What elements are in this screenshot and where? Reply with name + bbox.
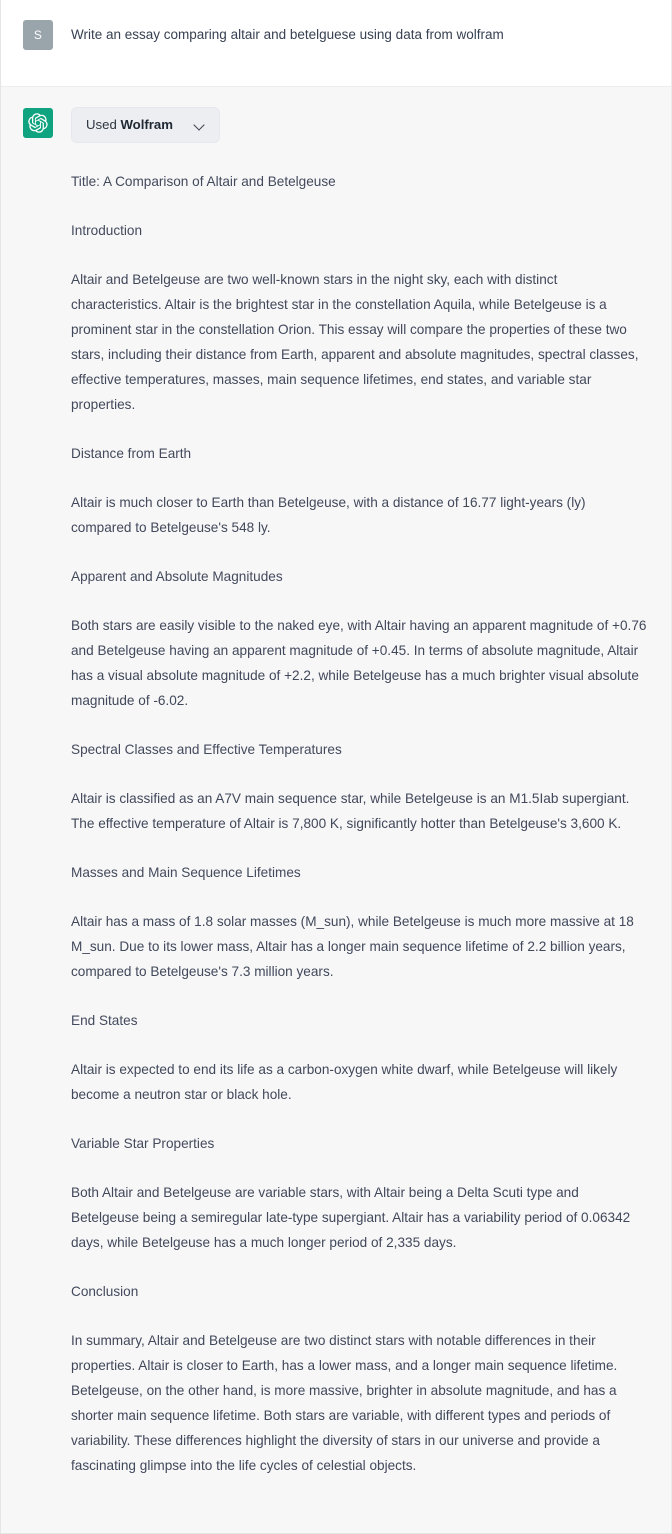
assistant-response-text [71, 169, 649, 1478]
response-paragraph: In summary, Altair and Betelgeuse are two distinct stars with notable differences in their properties. Altair is closer to Earth, has a lower mass, and a longer main sequence lifetime. Betelgeuse, on the other hand, is more massive, brighter in absolute magnitude, and has a shorter main sequence lifetime. Both stars are variable, with different types and periods of variability. These differences highlight the diversity of stars in our universe and provide a fascinating glimpse into the life cycles of celestial objects. [71, 1333, 618, 1473]
response-paragraph: Altair and Betelgeuse are two well-known stars in the night sky, each with distinct characteristics. Altair is the brightest star in the constellation Aquila, while Betelgeuse is a prominent star in the constellation Orion. This essay will compare the properties of these two stars, including their distance from Earth, apparent and absolute magnitudes, spectral classes, effective temperatures, masses, main sequence lifetimes, end states, and variable star properties. [71, 272, 639, 412]
response-heading: Conclusion [71, 1284, 139, 1299]
response-heading: End States [71, 1013, 138, 1028]
response-paragraph: Altair is classified as an A7V main sequence star, while Betelgeuse is an M1.5Iab supergiant. The effective temperature of Altair is 7,800 K, significantly hotter than Betelgeuse's 3,600 K. [71, 791, 630, 831]
response-paragraph: Both stars are easily visible to the naked eye, with Altair having an apparent magnitude of +0.76 and Betelgeuse having an apparent magnitude of +0.45. In terms of absolute magnitude, Altair has a visual absolute magnitude of +2.2, while Betelgeuse has a much brighter visual absolute magnitude of -6.02. [71, 618, 647, 708]
response-heading: Distance from Earth [71, 446, 192, 461]
response-paragraph: Altair is expected to end its life as a carbon-oxygen white dwarf, while Betelgeuse will likely become a neutron star or black hole. [71, 1062, 618, 1102]
response-heading: Masses and Main Sequence Lifetimes [71, 865, 301, 880]
user-message-row [1, 0, 671, 87]
response-heading: Spectral Classes and Effective Temperatures [71, 742, 342, 757]
response-paragraph: Both Altair and Betelgeuse are variable stars, with Altair being a Delta Scuti type and Betelgeuse being a semiregular late-type supergiant. Altair has a variability period of 0.06342 days, while Betelgeuse has a much longer period of 2,335 days. [71, 1185, 631, 1250]
used-plugin-name: Wolfram [120, 117, 173, 132]
assistant-message-body [53, 107, 649, 1478]
assistant-message-row [1, 87, 671, 1533]
avatar-assistant [23, 108, 53, 138]
chevron-down-icon[interactable] [195, 120, 206, 131]
openai-logo-icon [28, 113, 48, 133]
user-message-text: Write an essay comparing altair and betelguese using data from wolfram [71, 27, 504, 42]
used-plugin-label [86, 117, 173, 133]
used-plugin-prefix: Used [86, 117, 117, 132]
used-plugin-toggle[interactable] [71, 107, 220, 143]
avatar-user [23, 20, 53, 50]
user-message-body [53, 19, 649, 45]
response-heading: Introduction [71, 223, 143, 238]
response-heading: Apparent and Absolute Magnitudes [71, 569, 283, 584]
response-paragraph: Altair has a mass of 1.8 solar masses (M_sun), while Betelgeuse is much more massive at 18 M_sun. Due to its lower mass, Altair has a longer main sequence lifetime of 2.2 billion years, compared to Betelgeuse's 7.3 million years. [71, 914, 634, 979]
response-paragraph: Altair is much closer to Earth than Betelgeuse, with a distance of 16.77 light-years (ly) compared to Betelgeuse's 548 ly. [71, 495, 586, 535]
avatar-initial: S [33, 28, 43, 42]
response-heading: Title: A Comparison of Altair and Betelgeuse [71, 174, 336, 189]
response-heading: Variable Star Properties [71, 1136, 215, 1151]
